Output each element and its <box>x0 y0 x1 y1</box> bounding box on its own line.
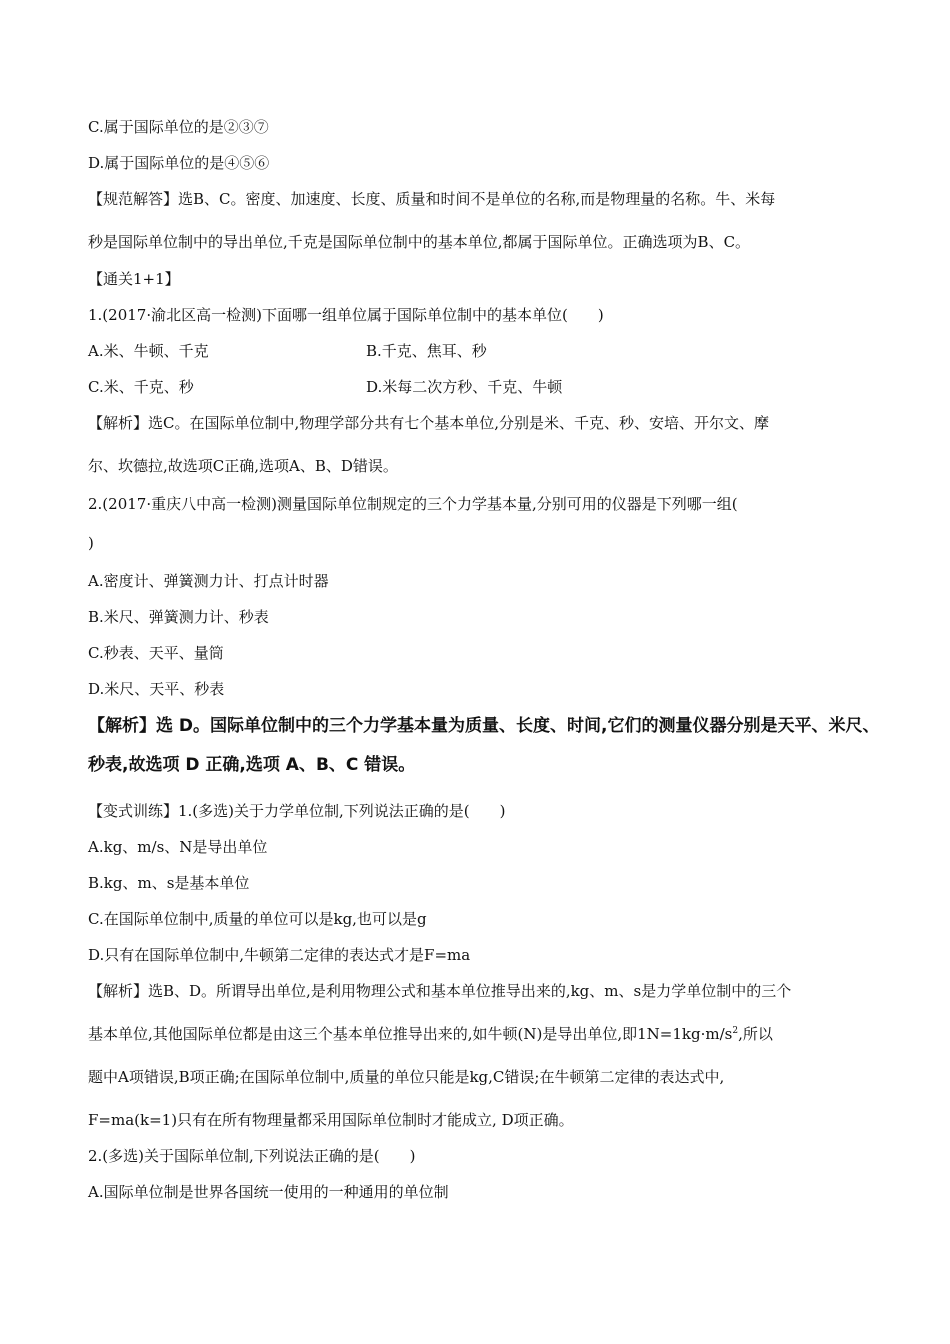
q1-option-c: C.米、千克、秒 <box>88 378 194 396</box>
vt2-option-a: A.国际单位制是世界各国统一使用的一种通用的单位制 <box>88 1183 449 1201</box>
question-1-options-row-2 <box>88 377 870 397</box>
variant-training-2: 2.(多选)关于国际单位制,下列说法正确的是( ) <box>88 1147 416 1165</box>
q1-option-a: A.米、牛顿、千克 <box>88 342 209 360</box>
vt1-analysis-line-1: 【解析】选B、D。所谓导出单位,是利用物理公式和基本单位推导出来的,kg、m、s是力学单位制中的三个 <box>88 982 792 1000</box>
q2-analysis-line-1: 【解析】选 D。国际单位制中的三个力学基本量为质量、长度、时间,它们的测量仪器分别是天平、米尺、 <box>88 716 880 736</box>
question-2-bracket: ) <box>88 534 94 552</box>
q1-analysis-line-2: 尔、坎德拉,故选项C正确,选项A、B、D错误。 <box>88 457 398 475</box>
vt1-option-b: B.kg、m、s是基本单位 <box>88 874 250 892</box>
vt1-analysis-line-2-text: 基本单位,其他国际单位都是由这三个基本单位推导出来的,如牛顿(N)是导出单位,即1N=1kg·m/s <box>88 1025 733 1043</box>
q1-analysis-line-1: 【解析】选C。在国际单位制中,物理学部分共有七个基本单位,分别是米、千克、秒、安培、开尔文、摩 <box>88 414 770 432</box>
vt1-analysis-line-3: 题中A项错误,B项正确;在国际单位制中,质量的单位只能是kg,C错误;在牛顿第二定律的表达式中, <box>88 1068 725 1086</box>
q1-option-d: D.米每二次方秒、千克、牛顿 <box>366 378 563 396</box>
q2-option-a: A.密度计、弹簧测力计、打点计时器 <box>88 572 329 590</box>
vt1-option-c: C.在国际单位制中,质量的单位可以是kg,也可以是g <box>88 910 427 928</box>
vt1-analysis-line-2-tail: ,所以 <box>738 1025 773 1043</box>
q2-analysis-line-2: 秒表,故选项 D 正确,选项 A、B、C 错误。 <box>88 755 416 775</box>
section-heading: 【通关1+1】 <box>88 270 180 288</box>
vt1-option-a: A.kg、m/s、N是导出单位 <box>88 838 268 856</box>
superscript-2: 2 <box>732 1026 739 1036</box>
q2-option-d: D.米尺、天平、秒表 <box>88 680 225 698</box>
vt1-analysis-line-4: F=ma(k=1)只有在所有物理量都采用国际单位制时才能成立, D项正确。 <box>88 1111 574 1129</box>
question-1-options-row-1 <box>88 341 870 361</box>
vt1-option-d: D.只有在国际单位制中,牛顿第二定律的表达式才是F=ma <box>88 946 471 964</box>
answer-line-2: 秒是国际单位制中的导出单位,千克是国际单位制中的基本单位,都属于国际单位。正确选项为B、C。 <box>88 233 751 251</box>
vt1-analysis-line-2 <box>88 1024 870 1044</box>
variant-training-1: 【变式训练】1.(多选)关于力学单位制,下列说法正确的是( ) <box>88 802 506 820</box>
q1-option-b: B.千克、焦耳、秒 <box>366 342 487 360</box>
answer-line-1: 【规范解答】选B、C。密度、加速度、长度、质量和时间不是单位的名称,而是物理量的名称。牛、米每 <box>88 190 776 208</box>
question-1: 1.(2017·渝北区高一检测)下面哪一组单位属于国际单位制中的基本单位( ) <box>88 306 604 324</box>
option-c: C.属于国际单位的是②③⑦ <box>88 118 269 136</box>
question-2: 2.(2017·重庆八中高一检测)测量国际单位制规定的三个力学基本量,分别可用的仪器是下列哪一组( <box>88 495 738 513</box>
option-d: D.属于国际单位的是④⑤⑥ <box>88 154 270 172</box>
q2-option-b: B.米尺、弹簧测力计、秒表 <box>88 608 269 626</box>
q2-option-c: C.秒表、天平、量筒 <box>88 644 224 662</box>
